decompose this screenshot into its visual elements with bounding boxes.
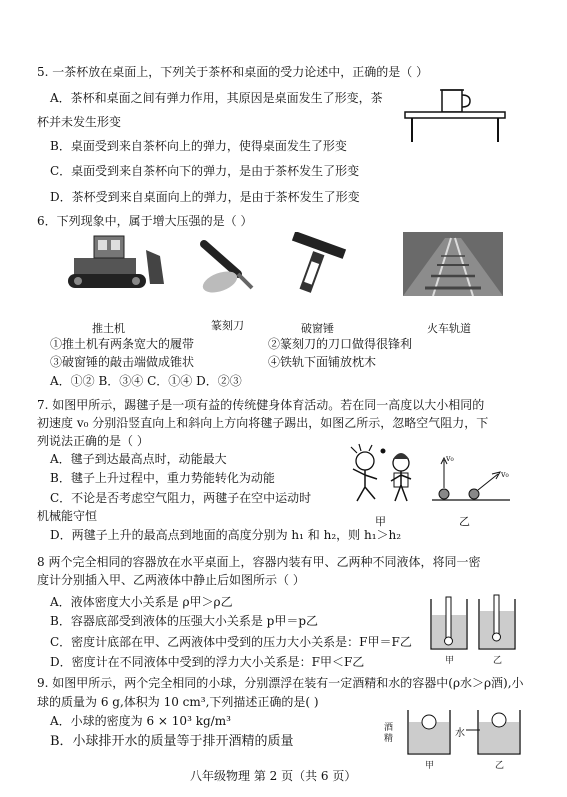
q7-stem-line3: 列说法正确的是（ ）	[37, 434, 149, 448]
q8-stem-line2: 度计分别插入甲、乙两液体中静止后如图所示（ ）	[37, 573, 305, 587]
q7-option-c-line2: 机械能守恒	[37, 509, 98, 523]
bulldozer-image	[60, 230, 170, 294]
hydrometer-containers-figure	[427, 593, 522, 653]
q9-fig-label-jia: 甲	[425, 761, 435, 771]
q7-v0-oblique-label: v₀	[501, 470, 509, 479]
q6-stem: 6．下列现象中，属于增大压强的是（ ）	[37, 214, 253, 228]
q7-option-c-line1: C．不论是否考虑空气阻力，两毽子在空中运动时	[50, 491, 312, 505]
q8-stem-line1: 8 两个完全相同的容器放在水平桌面上，容器内装有甲、乙两种不同液体，将同一密	[37, 555, 481, 569]
caption-bulldozer: 推土机	[92, 322, 125, 335]
q7-option-b: B．毽子上升过程中，重力势能转化为动能	[50, 471, 275, 485]
q8-option-c: C．密度计底部在甲、乙两液体中受到的压力大小关系是：F甲＝F乙	[50, 635, 412, 649]
q9-label-alcohol-1: 酒	[384, 723, 394, 733]
q7-option-a: A．毽子到达最高点时，动能最大	[50, 452, 227, 466]
railway-track-image	[403, 232, 503, 296]
q8-option-b: B．容器底部受到液体的压强大小关系是 p甲＝p乙	[50, 614, 318, 628]
q9-option-a: A．小球的密度为 6 × 10³ kg/m³	[50, 714, 231, 728]
q9-option-b: B．小球排开水的质量等于排开酒精的质量	[50, 734, 294, 749]
q7-option-d: D．两毽子上升的最高点到地面的高度分别为 h₁ 和 h₂，则 h₁＞h₂	[50, 528, 402, 542]
page-footer: 八年级物理 第 2 页（共 6 页）	[190, 769, 357, 783]
q9-label-water: 水	[455, 728, 465, 739]
q9-stem-line1: 9. 如图甲所示，两个完全相同的小球，分别漂浮在装有一定酒精和水的容器中(ρ水＞ρ酒),小	[37, 676, 524, 690]
q6-statement-4: ④铁轨下面铺放枕木	[268, 355, 377, 369]
q5-option-b: B．桌面受到来自茶杯向上的弹力，使得桌面发生了形变	[50, 139, 347, 153]
q7-v0-vertical-label: v₀	[446, 454, 454, 463]
q8-fig-label-jia: 甲	[445, 656, 455, 666]
q9-label-alcohol-2: 精	[384, 734, 394, 744]
caption-railway: 火车轨道	[427, 322, 471, 335]
q5-option-d: D．茶杯受到来自桌面向上的弹力，是由于茶杯发生了形变	[50, 190, 360, 204]
q6-statement-2: ②篆刻刀的刀口做得很锋利	[268, 337, 413, 351]
q8-option-a: A．液体密度大小关系是 ρ甲＞ρ乙	[50, 595, 233, 609]
q6-choices: A．①② B．③④ C．①④ D．②③	[50, 374, 242, 388]
q5-stem: 5. 一茶杯放在桌面上，下列关于茶杯和桌面的受力论述中，正确的是（ ）	[37, 65, 429, 79]
q9-fig-label-yi: 乙	[495, 761, 505, 771]
caption-window-hammer: 破窗锤	[301, 322, 334, 335]
seal-carving-knife-image	[190, 230, 260, 300]
q7-fig-label-jia: 甲	[375, 515, 386, 528]
q7-fig-label-yi: 乙	[459, 515, 470, 528]
q8-fig-label-yi: 乙	[493, 656, 503, 666]
q7-stem-line2: 初速度 v₀ 分别沿竖直向上和斜向上方向将毽子踢出，如图乙所示，忽略空气阻力，下	[37, 416, 489, 430]
caption-carving-knife: 篆刻刀	[211, 319, 244, 332]
q5-option-a-line2: 杯并未发生形变	[37, 115, 122, 129]
window-breaker-hammer-image	[284, 232, 354, 302]
q7-stem-line1: 7. 如图甲所示，踢毽子是一项有益的传统健身体育活动。若在同一高度以大小相同的	[37, 398, 485, 412]
shuttlecock-kicking-figure	[335, 443, 430, 505]
q6-statement-3: ③破窗锤的敲击端做成锥状	[50, 355, 195, 369]
cup-on-table-figure	[400, 82, 510, 144]
q5-option-a-line1: A．茶杯和桌面之间有弹力作用，其原因是桌面发生了形变，茶	[50, 91, 383, 105]
q9-stem-line2: 球的质量为 6 g,体积为 10 cm³,下列描述正确的是( )	[37, 695, 319, 709]
q5-option-c: C．桌面受到来自茶杯向下的弹力，是由于茶杯发生了形变	[50, 164, 360, 178]
q8-option-d: D．密度计在不同液体中受到的浮力大小关系是：F甲＜F乙	[50, 655, 365, 669]
q6-statement-1: ①推土机有两条宽大的履带	[50, 337, 195, 351]
